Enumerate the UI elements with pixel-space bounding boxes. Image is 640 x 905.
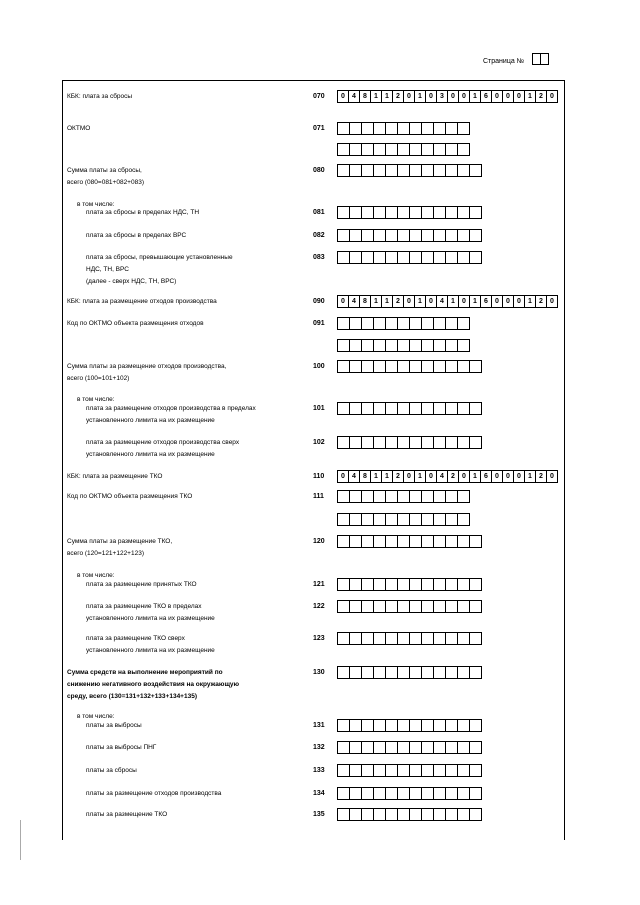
digit-cell[interactable]: 2 <box>447 470 459 483</box>
digit-cell[interactable]: 0 <box>491 470 503 483</box>
digit-cell[interactable]: 0 <box>458 90 470 103</box>
digit-cell[interactable]: 0 <box>425 295 437 308</box>
digit-cell[interactable] <box>469 436 482 449</box>
digit-cell[interactable]: 8 <box>359 90 371 103</box>
digit-cell[interactable] <box>457 143 470 156</box>
row-label-line: Код по ОКТМО объекта размещения отходов <box>67 320 204 327</box>
row-code: 090 <box>313 298 325 305</box>
digit-cell[interactable]: 0 <box>513 470 525 483</box>
digit-cell[interactable]: 0 <box>513 295 525 308</box>
code-133-boxes[interactable] <box>338 764 482 777</box>
code-111-boxes[interactable] <box>338 490 470 503</box>
row-label <box>86 720 296 732</box>
digit-cell[interactable] <box>469 578 482 591</box>
digit-cell[interactable]: 0 <box>546 470 558 483</box>
row-label <box>86 765 296 777</box>
row-code: 080 <box>313 167 325 174</box>
code-122-boxes[interactable] <box>338 600 482 613</box>
digit-cell[interactable]: 0 <box>403 90 415 103</box>
row-label-line: всего (080=081+082+083) <box>67 179 144 186</box>
row-code: 070 <box>313 93 325 100</box>
digit-cell[interactable]: 0 <box>546 90 558 103</box>
digit-cell[interactable]: 2 <box>535 295 547 308</box>
digit-cell[interactable]: 0 <box>403 295 415 308</box>
digit-cell[interactable]: 4 <box>348 295 360 308</box>
row-label-line: платы за сбросы <box>86 767 137 774</box>
row-label-line: всего (120=121+122+123) <box>67 550 144 557</box>
digit-cell[interactable] <box>469 206 482 219</box>
row-label-line: платы за размещение ТКО <box>86 811 168 818</box>
digit-cell[interactable]: 0 <box>546 295 558 308</box>
row-label-line: установленного лимита на их размещение <box>86 647 215 654</box>
digit-cell[interactable] <box>469 251 482 264</box>
row-code: 100 <box>313 363 325 370</box>
row-code: 082 <box>313 232 325 239</box>
code-131-boxes[interactable] <box>338 719 482 732</box>
code-132-boxes[interactable] <box>338 741 482 754</box>
row-label-line: среду, всего (130=131+132+133+134+135) <box>67 693 197 700</box>
row-label-line: плата за сбросы в пределах ВРС <box>86 232 187 239</box>
digit-cell[interactable]: 1 <box>381 90 393 103</box>
digit-cell[interactable] <box>469 787 482 800</box>
code-070-boxes[interactable] <box>338 90 558 103</box>
digit-cell[interactable]: 1 <box>524 470 536 483</box>
digit-cell[interactable]: 4 <box>348 470 360 483</box>
row-label-line: установленного лимита на их размещение <box>86 451 215 458</box>
frame-right-line <box>564 80 565 840</box>
code-082-boxes[interactable] <box>338 229 482 242</box>
digit-cell[interactable]: 2 <box>392 90 404 103</box>
digit-cell[interactable]: 1 <box>414 470 426 483</box>
digit-cell[interactable] <box>457 122 470 135</box>
digit-cell[interactable]: 8 <box>359 295 371 308</box>
row-label-line: КБК: плата за сбросы <box>67 93 133 100</box>
digit-cell[interactable] <box>457 339 470 352</box>
digit-cell[interactable] <box>469 600 482 613</box>
digit-cell[interactable]: 0 <box>447 90 459 103</box>
digit-cell[interactable]: 1 <box>370 470 382 483</box>
digit-cell[interactable]: 0 <box>425 90 437 103</box>
row-label <box>67 165 307 189</box>
row-label <box>67 361 307 385</box>
digit-cell[interactable] <box>457 317 470 330</box>
row-label-line: Сумма платы за сбросы, <box>67 167 142 174</box>
digit-cell[interactable] <box>469 666 482 679</box>
row-label-line: плата за размещение отходов производства в пределах <box>86 405 256 412</box>
row-label-line: (далее - сверх НДС, ТН, ВРС) <box>86 278 177 285</box>
code-071-boxes-line2[interactable] <box>338 143 470 156</box>
row-code: 122 <box>313 603 325 610</box>
row-label-line: платы за выбросы <box>86 722 142 729</box>
row-label-line: всего (100=101+102) <box>67 375 130 382</box>
digit-cell[interactable]: 0 <box>458 470 470 483</box>
code-135-boxes[interactable] <box>338 808 482 821</box>
code-120-boxes[interactable] <box>338 535 482 548</box>
row-label <box>86 437 296 461</box>
row-label <box>86 207 296 219</box>
digit-cell[interactable]: 0 <box>337 470 349 483</box>
code-090-boxes[interactable] <box>338 295 558 308</box>
digit-cell[interactable]: 6 <box>480 90 492 103</box>
digit-cell[interactable]: 0 <box>337 90 349 103</box>
row-label-line: в том числе: <box>77 201 115 208</box>
digit-cell[interactable] <box>469 164 482 177</box>
row-code: 123 <box>313 635 325 642</box>
row-label-line: Сумма платы за размещение отходов производства, <box>67 363 227 370</box>
row-code: 091 <box>313 320 325 327</box>
row-label <box>86 809 296 821</box>
page-number-field[interactable] <box>533 53 549 65</box>
row-label-line: в том числе: <box>77 396 115 403</box>
digit-cell[interactable]: 4 <box>436 295 448 308</box>
row-label <box>67 667 307 703</box>
digit-cell[interactable]: 0 <box>403 470 415 483</box>
row-label-line: Сумма средств на выполнение мероприятий по <box>67 669 223 676</box>
row-label-line: установленного лимита на их размещение <box>86 417 215 424</box>
row-label-line: плата за размещение отходов производства сверх <box>86 439 240 446</box>
digit-cell[interactable]: 0 <box>425 470 437 483</box>
row-label <box>67 471 307 483</box>
code-110-boxes[interactable] <box>338 470 558 483</box>
digit-cell[interactable]: 0 <box>502 90 514 103</box>
digit-cell[interactable]: 1 <box>524 295 536 308</box>
digit-cell[interactable]: 1 <box>381 295 393 308</box>
code-123-boxes[interactable] <box>338 632 482 645</box>
row-code: 135 <box>313 811 325 818</box>
page-number-cell[interactable] <box>540 53 549 65</box>
row-label <box>67 491 307 503</box>
digit-cell[interactable]: 4 <box>348 90 360 103</box>
digit-cell[interactable]: 1 <box>469 90 481 103</box>
digit-cell[interactable]: 2 <box>535 90 547 103</box>
digit-cell[interactable]: 1 <box>524 90 536 103</box>
digit-cell[interactable]: 1 <box>469 295 481 308</box>
code-111-boxes-line2[interactable] <box>338 513 470 526</box>
row-label-line: снижению негативного воздействия на окружающую <box>67 681 240 688</box>
digit-cell[interactable]: 1 <box>381 470 393 483</box>
row-label <box>86 252 296 288</box>
page-number-label: Страница № <box>483 58 525 65</box>
row-label-line: НДС, ТН, ВРС <box>86 266 129 273</box>
digit-cell[interactable] <box>457 490 470 503</box>
digit-cell[interactable] <box>469 719 482 732</box>
digit-cell[interactable]: 3 <box>436 90 448 103</box>
digit-cell[interactable] <box>469 402 482 415</box>
digit-cell[interactable]: 1 <box>469 470 481 483</box>
frame-top-line <box>62 80 564 81</box>
digit-cell[interactable] <box>469 764 482 777</box>
row-label-line: КБК: плата за размещение ТКО <box>67 473 163 480</box>
digit-cell[interactable]: 2 <box>392 295 404 308</box>
digit-cell[interactable]: 4 <box>436 470 448 483</box>
code-134-boxes[interactable] <box>338 787 482 800</box>
digit-cell[interactable] <box>469 360 482 373</box>
digit-cell[interactable]: 0 <box>337 295 349 308</box>
digit-cell[interactable]: 0 <box>502 470 514 483</box>
row-label-line: платы за выбросы ПНГ <box>86 744 157 751</box>
digit-cell[interactable]: 0 <box>502 295 514 308</box>
digit-cell[interactable]: 0 <box>491 295 503 308</box>
code-091-boxes-line2[interactable] <box>338 339 470 352</box>
row-code: 081 <box>313 209 325 216</box>
row-code: 134 <box>313 790 325 797</box>
row-label-line: КБК: плата за размещение отходов производства <box>67 298 217 305</box>
digit-cell[interactable] <box>469 808 482 821</box>
row-label <box>86 788 296 800</box>
digit-cell[interactable]: 6 <box>480 470 492 483</box>
digit-cell[interactable]: 1 <box>414 90 426 103</box>
row-code: 120 <box>313 538 325 545</box>
row-label-line: ОКТМО <box>67 125 91 132</box>
row-label-line: плата за размещение принятых ТКО <box>86 581 197 588</box>
row-label-line: в том числе: <box>77 713 115 720</box>
code-101-boxes[interactable] <box>338 402 482 415</box>
row-code: 133 <box>313 767 325 774</box>
scan-artifact <box>20 820 21 860</box>
row-label <box>86 633 296 657</box>
code-121-boxes[interactable] <box>338 578 482 591</box>
digit-cell[interactable]: 2 <box>392 470 404 483</box>
row-label <box>67 91 307 103</box>
row-label <box>86 601 296 625</box>
frame-left-line <box>62 80 63 840</box>
row-label-line: плата за сбросы в пределах НДС, ТН <box>86 209 200 216</box>
code-100-boxes[interactable] <box>338 360 482 373</box>
digit-cell[interactable]: 1 <box>370 295 382 308</box>
code-080-boxes[interactable] <box>338 164 482 177</box>
row-code: 102 <box>313 439 325 446</box>
row-code: 121 <box>313 581 325 588</box>
row-label <box>67 123 307 135</box>
row-label-line: в том числе: <box>77 572 115 579</box>
row-code: 083 <box>313 254 325 261</box>
digit-cell[interactable]: 6 <box>480 295 492 308</box>
row-code: 130 <box>313 669 325 676</box>
code-071-boxes[interactable] <box>338 122 470 135</box>
digit-cell[interactable]: 1 <box>370 90 382 103</box>
digit-cell[interactable] <box>469 741 482 754</box>
digit-cell[interactable]: 8 <box>359 470 371 483</box>
code-083-boxes[interactable] <box>338 251 482 264</box>
row-label <box>67 296 307 308</box>
digit-cell[interactable]: 1 <box>447 295 459 308</box>
row-code: 111 <box>313 493 324 500</box>
row-code: 071 <box>313 125 325 132</box>
row-label-line: платы за размещение отходов производства <box>86 790 222 797</box>
row-label <box>67 536 307 560</box>
digit-cell[interactable] <box>469 535 482 548</box>
row-code: 132 <box>313 744 325 751</box>
code-102-boxes[interactable] <box>338 436 482 449</box>
row-code: 110 <box>313 473 325 480</box>
digit-cell[interactable] <box>469 632 482 645</box>
row-label <box>86 230 296 242</box>
row-label-line: плата за размещение ТКО сверх <box>86 635 185 642</box>
row-label-line: Сумма платы за размещение ТКО, <box>67 538 173 545</box>
row-label <box>86 403 296 427</box>
digit-cell[interactable]: 0 <box>513 90 525 103</box>
row-label-line: плата за размещение ТКО в пределах <box>86 603 202 610</box>
row-label-line: установленного лимита на их размещение <box>86 615 215 622</box>
code-130-boxes[interactable] <box>338 666 482 679</box>
row-label <box>86 579 296 591</box>
row-code: 131 <box>313 722 325 729</box>
digit-cell[interactable]: 1 <box>414 295 426 308</box>
code-091-boxes[interactable] <box>338 317 470 330</box>
digit-cell[interactable]: 0 <box>491 90 503 103</box>
row-label-line: плата за сбросы, превышающие установленные <box>86 254 233 261</box>
row-label <box>67 318 307 330</box>
digit-cell[interactable]: 2 <box>535 470 547 483</box>
row-label <box>86 742 296 754</box>
digit-cell[interactable] <box>457 513 470 526</box>
digit-cell[interactable]: 0 <box>458 295 470 308</box>
row-code: 101 <box>313 405 325 412</box>
digit-cell[interactable] <box>469 229 482 242</box>
row-label-line: Код по ОКТМО объекта размещения ТКО <box>67 493 193 500</box>
code-081-boxes[interactable] <box>338 206 482 219</box>
